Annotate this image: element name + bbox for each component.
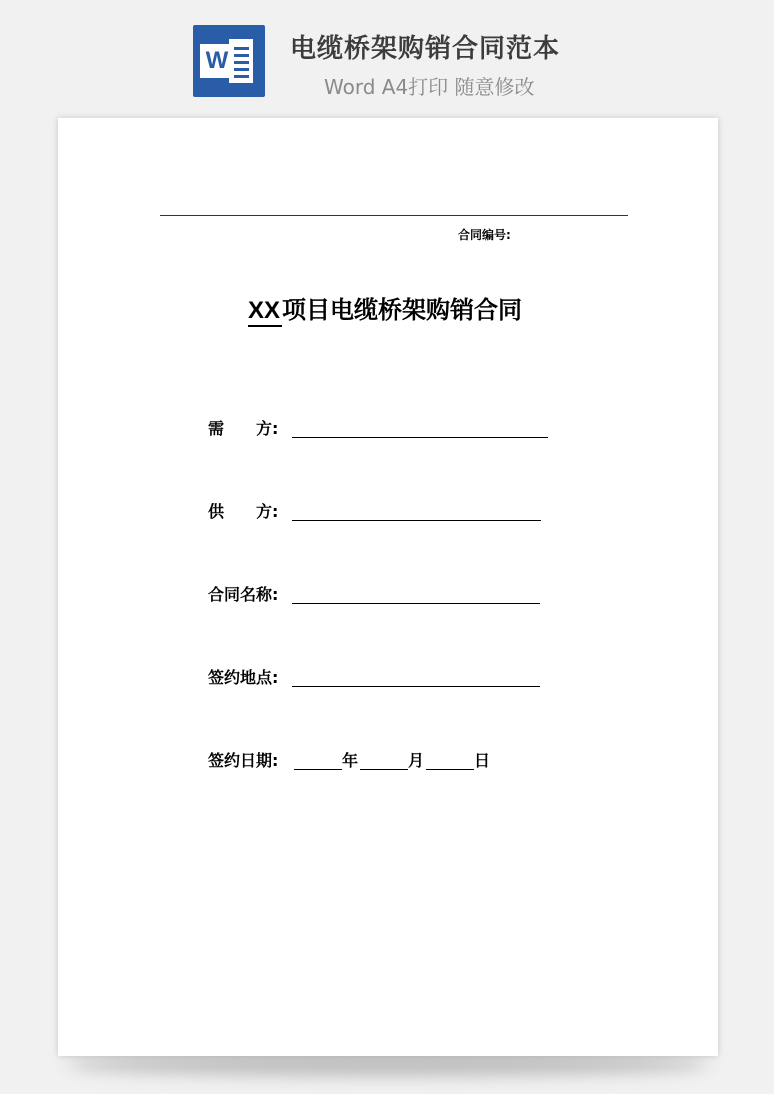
month-label: 月 [408,751,425,770]
contract-name-label: 合同名称: [208,585,279,604]
word-logo-letter: W [200,44,234,78]
supplier-label: 供 方: [208,502,279,521]
buyer-label: 需 方: [208,419,279,438]
banner-title: 电缆桥架购销合同范本 [290,34,561,64]
banner [0,0,774,118]
document-title [248,290,522,327]
year-input-line[interactable] [294,769,342,770]
signing-place-label: 签约地点: [208,668,279,687]
day-input-line[interactable] [426,769,474,770]
document-page [58,118,718,1056]
buyer-field [208,416,548,440]
supplier-input-line[interactable] [292,520,541,521]
signing-date-label: 签约日期: [208,751,279,770]
banner-subtitle: Word A4打印 随意修改 [324,75,535,99]
title-prefix: XX [248,297,282,327]
header-rule [160,215,628,216]
contract-number-label: 合同编号: [458,228,511,242]
signing-place-input-line[interactable] [292,686,540,687]
contract-name-input-line[interactable] [292,603,540,604]
title-text: 项目电缆桥架购销合同 [282,296,523,324]
month-input-line[interactable] [360,769,408,770]
contract-name-field [208,582,548,606]
signing-date-field [208,748,508,772]
supplier-field [208,499,548,523]
word-icon [193,25,265,97]
watermark [89,471,106,496]
year-label: 年 [342,751,359,770]
signing-place-field [208,665,548,689]
day-label: 日 [474,751,491,770]
buyer-input-line[interactable] [292,437,548,438]
